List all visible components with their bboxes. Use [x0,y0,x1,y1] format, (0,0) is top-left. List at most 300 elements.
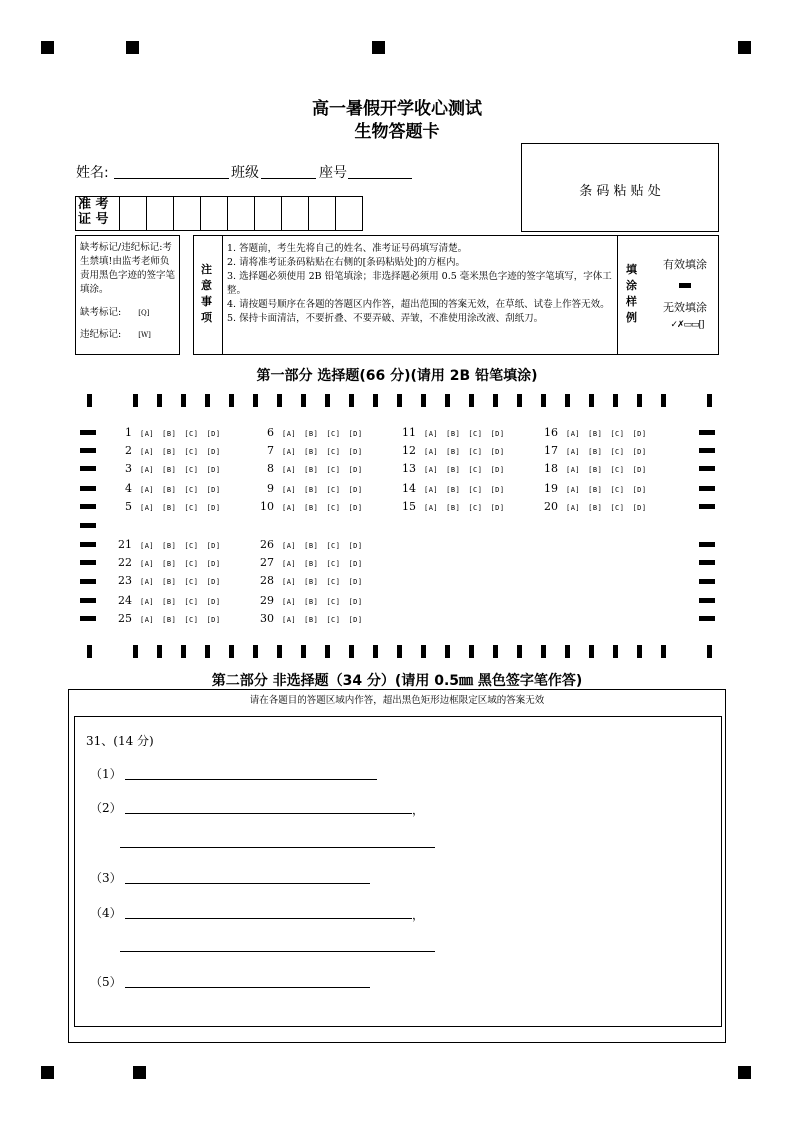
q31-sub3-label: （3） [90,871,122,885]
q31-sub2-answer-line[interactable] [125,813,412,814]
answer-option-bubble[interactable]: [D] [632,448,647,456]
choice-question-row [538,462,655,475]
choice-question-row [254,594,371,607]
choice-question-row [254,574,371,587]
question-number: 30 [260,612,274,625]
answer-option-bubble[interactable]: [B] [304,578,319,586]
answer-option-bubble[interactable]: [D] [490,486,505,494]
timing-mark [80,430,96,435]
timing-mark [699,448,715,453]
choice-question-row [254,556,371,569]
notes-item: 4. 请按题号顺序在各题的答题区内作答，超出范围的答案无效，在草纸、试卷上作答无效。 [227,299,610,310]
answer-option-bubble[interactable]: [A] [282,542,297,550]
question-number: 10 [260,500,274,513]
notes-label: 注意事项 [201,263,212,324]
timing-mark [707,645,712,658]
choice-question-row [112,426,229,439]
answer-option-bubble[interactable]: [D] [490,504,505,512]
answer-option-bubble[interactable]: [B] [304,486,319,494]
answer-option-bubble[interactable]: [B] [162,448,177,456]
timing-mark [613,645,618,658]
answer-option-bubble[interactable]: [D] [632,466,647,474]
part1-title: 第一部分 选择题(66 分)(请用 2B 铅笔填涂) [256,368,538,384]
answer-option-bubble[interactable]: [A] [140,466,155,474]
timing-mark [699,542,715,547]
question-number: 6 [267,426,274,439]
answer-option-bubble[interactable]: [B] [588,466,603,474]
timing-mark [699,504,715,509]
q31-sub1-answer-line[interactable] [125,779,377,780]
choice-question-row [112,574,229,587]
answer-option-bubble[interactable]: [C] [184,466,199,474]
exam-id-cell[interactable] [119,196,146,230]
choice-question-row [396,500,513,513]
answer-option-bubble[interactable]: [D] [348,598,363,606]
answer-option-bubble[interactable]: [A] [566,448,581,456]
answer-option-bubble[interactable]: [A] [424,466,439,474]
notes-item: 1. 答题前，考生先将自己的姓名、准考证号码填写清楚。 [227,243,468,254]
answer-option-bubble[interactable]: [B] [304,466,319,474]
q31-sub2-comma: ， [412,803,425,817]
part2-instruction: 请在各题目的答题区域内作答，超出黑色矩形边框限定区域的答案无效 [249,695,545,706]
timing-mark [541,645,546,658]
answer-option-bubble[interactable]: [C] [468,448,483,456]
timing-mark [373,394,378,407]
timing-mark [87,394,92,407]
question-number: 19 [544,482,558,495]
page-title: 高一暑假开学收心测试 [312,99,482,119]
answer-option-bubble[interactable]: [C] [184,542,199,550]
question-number: 3 [125,462,132,475]
timing-mark [133,645,138,658]
q31-sub1-label: （1） [90,767,122,781]
question-number: 14 [402,482,416,495]
choice-question-row [538,500,655,513]
answer-option-bubble[interactable]: [B] [162,560,177,568]
timing-mark [517,394,522,407]
timing-mark [181,645,186,658]
choice-question-row [112,556,229,569]
timing-mark [80,448,96,453]
answer-option-bubble[interactable]: [A] [140,504,155,512]
question-number: 8 [267,462,274,475]
q31-sub3-answer-line[interactable] [125,883,370,884]
question-number: 13 [402,462,416,475]
answer-option-bubble[interactable]: [C] [326,598,341,606]
choice-question-row [538,426,655,439]
answer-option-bubble[interactable]: [A] [282,466,297,474]
q31-title: 31、(14 分) [86,734,154,748]
timing-mark [277,645,282,658]
answer-option-bubble[interactable]: [D] [632,486,647,494]
question-number: 17 [544,444,558,457]
answer-option-bubble[interactable]: [D] [206,616,221,624]
answer-option-bubble[interactable]: [C] [468,504,483,512]
seat-field[interactable] [348,178,412,179]
timing-mark [589,645,594,658]
answer-option-bubble[interactable]: [B] [304,598,319,606]
answer-option-bubble[interactable]: [D] [490,430,505,438]
answer-option-bubble[interactable]: [A] [566,486,581,494]
answer-option-bubble[interactable]: [A] [424,430,439,438]
timing-mark [699,466,715,471]
q31-sub5-answer-line[interactable] [125,987,370,988]
timing-mark [229,645,234,658]
choice-question-row [112,500,229,513]
question-number: 9 [267,482,274,495]
notes-item: 5. 保持卡面清洁，不要折叠、不要弄破、弄皱，不准使用涂改液、刮纸刀。 [227,313,544,324]
answer-option-bubble[interactable]: [C] [326,578,341,586]
answer-option-bubble[interactable]: [C] [326,486,341,494]
answer-option-bubble[interactable]: [A] [282,486,297,494]
answer-option-bubble[interactable]: [A] [566,466,581,474]
answer-option-bubble[interactable]: [A] [140,578,155,586]
answer-option-bubble[interactable]: [B] [446,430,461,438]
answer-option-bubble[interactable]: [D] [206,430,221,438]
timing-mark [493,394,498,407]
valid-fill-sample [679,283,691,288]
answer-option-bubble[interactable]: [D] [206,560,221,568]
timing-mark [80,579,96,584]
question-number: 22 [118,556,132,569]
answer-option-bubble[interactable]: [D] [490,466,505,474]
timing-mark [80,616,96,621]
timing-mark [181,394,186,407]
answer-option-bubble[interactable]: [B] [304,430,319,438]
choice-question-row [112,612,229,625]
answer-option-bubble[interactable]: [D] [206,448,221,456]
answer-option-bubble[interactable]: [C] [184,448,199,456]
answer-option-bubble[interactable]: [A] [140,448,155,456]
question-number: 20 [544,500,558,513]
absent-mark-box[interactable]: [Q] [138,309,150,317]
answer-option-bubble[interactable]: [B] [304,560,319,568]
timing-mark [637,394,642,407]
timing-mark [80,523,96,528]
question-number: 4 [125,482,132,495]
answer-option-bubble[interactable]: [B] [162,578,177,586]
timing-mark [699,486,715,491]
answer-option-bubble[interactable]: [C] [184,578,199,586]
answer-option-bubble[interactable]: [C] [184,560,199,568]
answer-option-bubble[interactable]: [C] [184,430,199,438]
page-subtitle: 生物答题卡 [354,122,440,142]
timing-mark [80,486,96,491]
answer-option-bubble[interactable]: [A] [424,448,439,456]
q31-sub2-answer-line-2[interactable] [120,847,435,848]
timing-mark [469,394,474,407]
answer-option-bubble[interactable]: [A] [140,430,155,438]
question-number: 16 [544,426,558,439]
question-number: 24 [118,594,132,607]
violation-mark-box[interactable]: [W] [138,331,151,339]
timing-mark [421,394,426,407]
choice-question-row [254,482,371,495]
timing-mark [205,394,210,407]
answer-option-bubble[interactable]: [D] [348,578,363,586]
exam-id-cell[interactable] [146,196,173,230]
answer-option-bubble[interactable]: [C] [610,448,625,456]
corner-marker [126,41,139,54]
choice-question-row [396,462,513,475]
valid-fill-label: 有效填涂 [663,258,707,271]
answer-option-bubble[interactable]: [A] [282,560,297,568]
answer-option-bubble[interactable]: [C] [468,430,483,438]
corner-marker [41,41,54,54]
answer-option-bubble[interactable]: [C] [610,486,625,494]
answer-option-bubble[interactable]: [A] [140,598,155,606]
timing-mark [565,394,570,407]
answer-option-bubble[interactable]: [D] [490,448,505,456]
notes-list [227,242,615,326]
answer-option-bubble[interactable]: [C] [184,616,199,624]
answer-option-bubble[interactable]: [D] [348,448,363,456]
answer-option-bubble[interactable]: [B] [162,486,177,494]
answer-option-bubble[interactable]: [B] [446,486,461,494]
timing-mark [699,579,715,584]
timing-mark [277,394,282,407]
answer-option-bubble[interactable]: [C] [610,430,625,438]
answer-option-bubble[interactable]: [D] [348,542,363,550]
question-number: 5 [125,500,132,513]
answer-option-bubble[interactable]: [C] [610,504,625,512]
answer-option-bubble[interactable]: [A] [282,578,297,586]
answer-option-bubble[interactable]: [D] [206,578,221,586]
answer-option-bubble[interactable]: [A] [566,430,581,438]
answer-option-bubble[interactable]: [A] [282,448,297,456]
answer-option-bubble[interactable]: [D] [206,504,221,512]
timing-mark [637,645,642,658]
answer-option-bubble[interactable]: [D] [348,616,363,624]
timing-mark [445,645,450,658]
choice-question-row [254,426,371,439]
seat-label: 座号 [319,165,347,181]
invalid-fill-label: 无效填涂 [663,301,707,314]
timing-mark [301,394,306,407]
answer-option-bubble[interactable]: [C] [326,542,341,550]
timing-mark [661,645,666,658]
question-number: 11 [402,426,416,439]
exam-id-cell[interactable] [335,196,362,230]
answer-option-bubble[interactable]: [D] [632,430,647,438]
exam-id-cell[interactable] [200,196,227,230]
timing-mark [517,645,522,658]
timing-mark [349,394,354,407]
answer-option-bubble[interactable]: [B] [446,448,461,456]
answer-option-bubble[interactable]: [B] [588,486,603,494]
timing-mark [541,394,546,407]
choice-question-row [538,444,655,457]
exam-id-cell[interactable] [281,196,308,230]
answer-option-bubble[interactable]: [B] [162,466,177,474]
timing-mark [87,645,92,658]
answer-option-bubble[interactable]: [D] [348,430,363,438]
answer-option-bubble[interactable]: [B] [588,430,603,438]
barcode-label: 条 码 粘 贴 处 [579,184,661,199]
part2-title: 第二部分 非选择题（34 分）(请用 0.5㎜ 黑色签字笔作答) [211,673,583,689]
question-number: 25 [118,612,132,625]
corner-marker [133,1066,146,1079]
answer-option-bubble[interactable]: [B] [588,504,603,512]
answer-option-bubble[interactable]: [B] [304,504,319,512]
timing-mark [699,598,715,603]
timing-mark [133,394,138,407]
answer-option-bubble[interactable]: [D] [206,486,221,494]
choice-question-row [112,538,229,551]
answer-option-bubble[interactable]: [C] [610,466,625,474]
timing-mark [469,645,474,658]
q31-sub4-comma: ， [412,908,425,922]
exam-id-label: 准 考 证 号 [78,197,109,227]
choice-question-row [112,482,229,495]
q31-sub4-answer-line[interactable] [125,918,412,919]
answer-option-bubble[interactable]: [D] [206,598,221,606]
q31-sub4-answer-line-2[interactable] [120,951,435,952]
question-number: 27 [260,556,274,569]
question-number: 26 [260,538,274,551]
answer-option-bubble[interactable]: [A] [566,504,581,512]
fill-example-label: 填涂样例 [626,263,637,324]
timing-mark [699,560,715,565]
timing-mark [565,645,570,658]
answer-option-bubble[interactable]: [D] [348,560,363,568]
absent-mark-row: 缺考标记: [Q] [80,307,150,318]
name-field[interactable] [114,178,229,179]
name-label: 姓名: [76,165,109,181]
answer-option-bubble[interactable]: [A] [140,486,155,494]
answer-option-bubble[interactable]: [C] [326,616,341,624]
answer-option-bubble[interactable]: [A] [282,616,297,624]
choice-question-row [396,444,513,457]
choice-question-row [396,426,513,439]
exam-id-cell[interactable] [308,196,335,230]
answer-option-bubble[interactable]: [B] [162,616,177,624]
choice-question-row [254,462,371,475]
answer-option-bubble[interactable]: [A] [140,542,155,550]
timing-mark [80,504,96,509]
question-number: 21 [118,538,132,551]
timing-mark [229,394,234,407]
timing-mark [80,598,96,603]
notes-divider [222,235,223,355]
answer-option-bubble[interactable]: [C] [326,466,341,474]
answer-option-bubble[interactable]: [D] [206,542,221,550]
answer-option-bubble[interactable]: [B] [304,542,319,550]
answer-option-bubble[interactable]: [B] [162,430,177,438]
answer-option-bubble[interactable]: [C] [184,486,199,494]
answer-option-bubble[interactable]: [A] [424,504,439,512]
timing-mark [613,394,618,407]
timing-mark [349,645,354,658]
timing-mark [253,394,258,407]
answer-option-bubble[interactable]: [C] [326,430,341,438]
answer-option-bubble[interactable]: [D] [348,466,363,474]
exam-id-cell[interactable] [227,196,254,230]
answer-option-bubble[interactable]: [B] [162,504,177,512]
timing-mark [397,645,402,658]
exam-id-cell[interactable] [173,196,200,230]
answer-option-bubble[interactable]: [B] [162,542,177,550]
question-number: 1 [125,426,132,439]
timing-mark [699,616,715,621]
fill-divider [617,235,618,355]
answer-option-bubble[interactable]: [B] [588,448,603,456]
answer-option-bubble[interactable]: [C] [468,486,483,494]
choice-question-row [538,482,655,495]
q31-answer-area[interactable] [74,716,722,1027]
choice-question-row [112,444,229,457]
corner-marker [738,41,751,54]
answer-option-bubble[interactable]: [D] [206,466,221,474]
question-number: 2 [125,444,132,457]
question-number: 12 [402,444,416,457]
timing-mark [325,645,330,658]
answer-option-bubble[interactable]: [B] [446,466,461,474]
timing-mark [493,645,498,658]
timing-mark [80,466,96,471]
timing-mark [253,645,258,658]
answer-option-bubble[interactable]: [A] [282,598,297,606]
answer-option-bubble[interactable]: [C] [326,448,341,456]
question-number: 7 [267,444,274,457]
answer-option-bubble[interactable]: [C] [326,560,341,568]
answer-option-bubble[interactable]: [C] [184,504,199,512]
answer-option-bubble[interactable]: [B] [304,616,319,624]
absence-instruction: 缺考标记/违纪标记:考生禁填!由监考老师负责用黑色字迹的签字笔填涂。 [80,242,176,295]
q31-sub2-label: （2） [90,801,122,815]
answer-option-bubble[interactable]: [A] [424,486,439,494]
timing-mark [205,645,210,658]
answer-option-bubble[interactable]: [D] [348,504,363,512]
question-number: 28 [260,574,274,587]
choice-question-row [254,538,371,551]
answer-option-bubble[interactable]: [B] [304,448,319,456]
timing-mark [80,560,96,565]
timing-mark [157,645,162,658]
choice-question-row [112,462,229,475]
answer-option-bubble[interactable]: [A] [140,560,155,568]
answer-option-bubble[interactable]: [D] [348,486,363,494]
corner-marker [738,1066,751,1079]
choice-question-row [254,612,371,625]
choice-question-row [254,444,371,457]
answer-option-bubble[interactable]: [C] [468,466,483,474]
timing-mark [325,394,330,407]
corner-marker [41,1066,54,1079]
choice-question-row [254,500,371,513]
timing-mark [80,542,96,547]
notes-item: 2. 请将准考证条码粘贴在右侧的[条码粘贴处]的方框内。 [227,257,465,268]
answer-option-bubble[interactable]: [B] [162,598,177,606]
answer-option-bubble[interactable]: [C] [326,504,341,512]
question-number: 18 [544,462,558,475]
answer-option-bubble[interactable]: [A] [140,616,155,624]
timing-mark [157,394,162,407]
answer-option-bubble[interactable]: [A] [282,430,297,438]
answer-option-bubble[interactable]: [B] [446,504,461,512]
timing-mark [699,430,715,435]
answer-option-bubble[interactable]: [C] [184,598,199,606]
notes-item: 3. 选择题必须使用 2B 铅笔填涂；非选择题必须用 0.5 毫米黑色字迹的签字笔填写，字体工整。 [227,271,612,296]
timing-mark [445,394,450,407]
timing-mark [301,645,306,658]
answer-option-bubble[interactable]: [D] [632,504,647,512]
class-field[interactable] [261,178,316,179]
exam-id-cell[interactable] [254,196,281,230]
answer-option-bubble[interactable]: [A] [282,504,297,512]
timing-mark [397,394,402,407]
timing-mark [661,394,666,407]
